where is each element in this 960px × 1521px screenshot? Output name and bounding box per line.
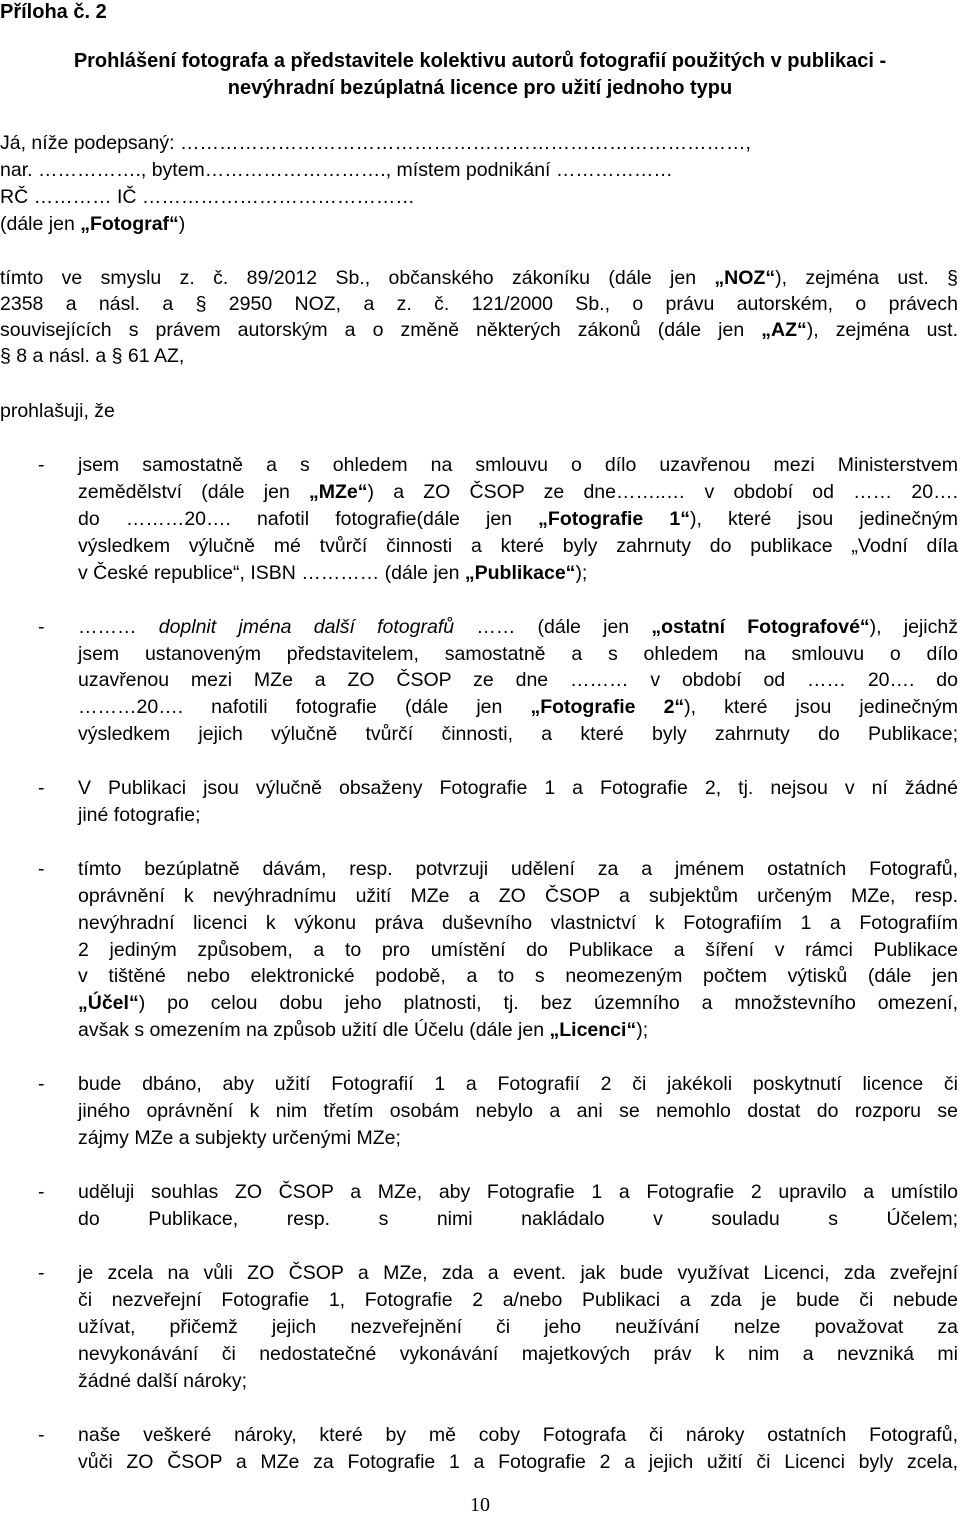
item-4-line-2: oprávnění k nevýhradnímu užití MZe a ZO ČSOP a subjektům určeným MZe, resp. xyxy=(78,885,958,907)
legal-basis-line-3: souvisejících s právem autorským a o změně některých zákonů (dále jen „AZ“), zejména ust. xyxy=(0,319,958,341)
list-bullet: - xyxy=(38,1073,45,1095)
list-bullet: - xyxy=(38,858,45,880)
legal-basis-line-4: § 8 a násl. a § 61 AZ, xyxy=(0,345,185,367)
item-4-line-5: v tištěné nebo elektronické podobě, a to s neomezeným počtem výtisků (dále jen xyxy=(78,965,958,987)
item-7-line-4: nevykonávání či nedostatečné vykonávání majetkových práv k nim a nevzniká mi xyxy=(78,1343,958,1365)
item-8-line-2: vůči ZO ČSOP a MZe za Fotografie 1 a Fotografie 2 a jejich užití či Licenci byly zcela, xyxy=(78,1451,958,1473)
item-8-line-1: naše veškeré nároky, které by mě coby Fotografa či nároky ostatních Fotografů, xyxy=(78,1424,958,1446)
item-5-line-1: bude dbáno, aby užití Fotografií 1 a Fotografií 2 či jakékoli poskytnutí licence či xyxy=(78,1073,958,1095)
list-bullet: - xyxy=(38,616,45,638)
item-2-line-2: jsem ustanoveným představitelem, samostatně a s ohledem na smlouvu o dílo xyxy=(78,643,958,665)
list-bullet: - xyxy=(38,1262,45,1284)
item-7-line-2: či nezveřejní Fotografie 1, Fotografie 2 a/nebo Publikaci a zda je bude či nebude xyxy=(78,1289,958,1311)
item-4-line-7: avšak s omezením na způsob užití dle Účelu (dále jen „Licenci“); xyxy=(78,1019,649,1041)
item-4-line-6: „Účel“) po celou dobu jeho platnosti, tj. bez územního a množstevního omezení, xyxy=(78,992,958,1014)
item-2-line-5: výsledkem jejich výlučně tvůrčí činnosti, a které byly zahrnuty do Publikace; xyxy=(78,723,958,745)
item-4-line-3: nevýhradní licenci k výkonu práva duševního vlastnictví k Fotografiím 1 a Fotografiím xyxy=(78,912,958,934)
item-6-line-1: uděluji souhlas ZO ČSOP a MZe, aby Fotografie 1 a Fotografie 2 upravilo a umístilo xyxy=(78,1181,958,1203)
legal-basis-line-1: tímto ve smyslu z. č. 89/2012 Sb., občanského zákoníku (dále jen „NOZ“), zejména ust. § xyxy=(0,267,958,289)
item-5-line-3: zájmy MZe a subjekty určenými MZe; xyxy=(78,1127,401,1149)
item-1-line-5: v České republice“, ISBN ………… (dále jen „Publikace“); xyxy=(78,562,588,584)
item-1-line-1: jsem samostatně a s ohledem na smlouvu o dílo uzavřenou mezi Ministerstvem xyxy=(78,454,958,476)
list-bullet: - xyxy=(38,1424,45,1446)
list-bullet: - xyxy=(38,777,45,799)
item-7-line-3: užívat, přičemž jejich nezveřejnění či jeho neužívání nelze považovat za xyxy=(78,1316,958,1338)
legal-basis-line-2: 2358 a násl. a § 2950 NOZ, a z. č. 121/2000 Sb., o právu autorském, o právech xyxy=(0,293,958,315)
list-bullet: - xyxy=(38,1181,45,1203)
document-title-line-1: Prohlášení fotografa a představitele kolektivu autorů fotografií použitých v publikaci - xyxy=(73,50,887,72)
item-2-line-3: uzavřenou mezi MZe a ZO ČSOP ze dne ……… v období od …… 20…. do xyxy=(78,669,958,691)
signer-name-line: Já, níže podepsaný: ……………………………………………………………………………, xyxy=(0,132,751,154)
signer-birth-address-line: nar. ……………., bytem………………………., místem podnikání ……………… xyxy=(0,159,673,181)
item-2-line-1: ……… doplnit jména další fotografů …… (dále jen „ostatní Fotografové“), jejichž xyxy=(78,616,958,638)
signer-id-line: RČ ………… IČ …………………………………… xyxy=(0,186,415,208)
list-bullet: - xyxy=(38,454,45,476)
item-1-line-2: zemědělství (dále jen „MZe“) a ZO ČSOP ze dne……..… v období od …… 20…. xyxy=(78,481,958,503)
page-number: 10 xyxy=(470,1494,490,1516)
item-3-line-1: V Publikaci jsou výlučně obsaženy Fotografie 1 a Fotografie 2, tj. nejsou v ní žádné xyxy=(78,777,958,799)
item-1-line-3: do ………20…. nafotil fotografie(dále jen „Fotografie 1“), které jsou jedinečným xyxy=(78,508,959,530)
item-4-line-1: tímto bezúplatně dávám, resp. potvrzuji udělení za a jménem ostatních Fotografů, xyxy=(78,858,958,880)
photographer-definition: (dále jen „Fotograf“) xyxy=(0,213,186,235)
item-6-line-2: do Publikace, resp. s nimi nakládalo v souladu s Účelem; xyxy=(78,1208,958,1230)
item-7-line-1: je zcela na vůli ZO ČSOP a MZe, zda a event. jak bude využívat Licenci, zda zveřejní xyxy=(78,1262,958,1284)
item-7-line-5: žádné další nároky; xyxy=(78,1370,248,1392)
item-3-line-2: jiné fotografie; xyxy=(78,804,201,826)
document-title-line-2: nevýhradní bezúplatná licence pro užití jednoho typu xyxy=(227,77,733,99)
item-1-line-4: výsledkem výlučně mé tvůrčí činnosti a které byly zahrnuty do publikace „Vodní díla xyxy=(78,535,958,557)
item-5-line-2: jiného oprávnění k nim třetím osobám nebylo a ani se nemohlo dostat do rozporu se xyxy=(78,1100,958,1122)
declaration-heading: prohlašuji, že xyxy=(0,400,115,422)
item-4-line-4: 2 jediným způsobem, a to pro umístění do Publikace a šíření v rámci Publikace xyxy=(78,939,958,961)
annex-label: Příloha č. 2 xyxy=(0,1,107,23)
item-2-line-4: ………20…. nafotili fotografie (dále jen „Fotografie 2“), které jsou jedinečným xyxy=(78,696,958,718)
